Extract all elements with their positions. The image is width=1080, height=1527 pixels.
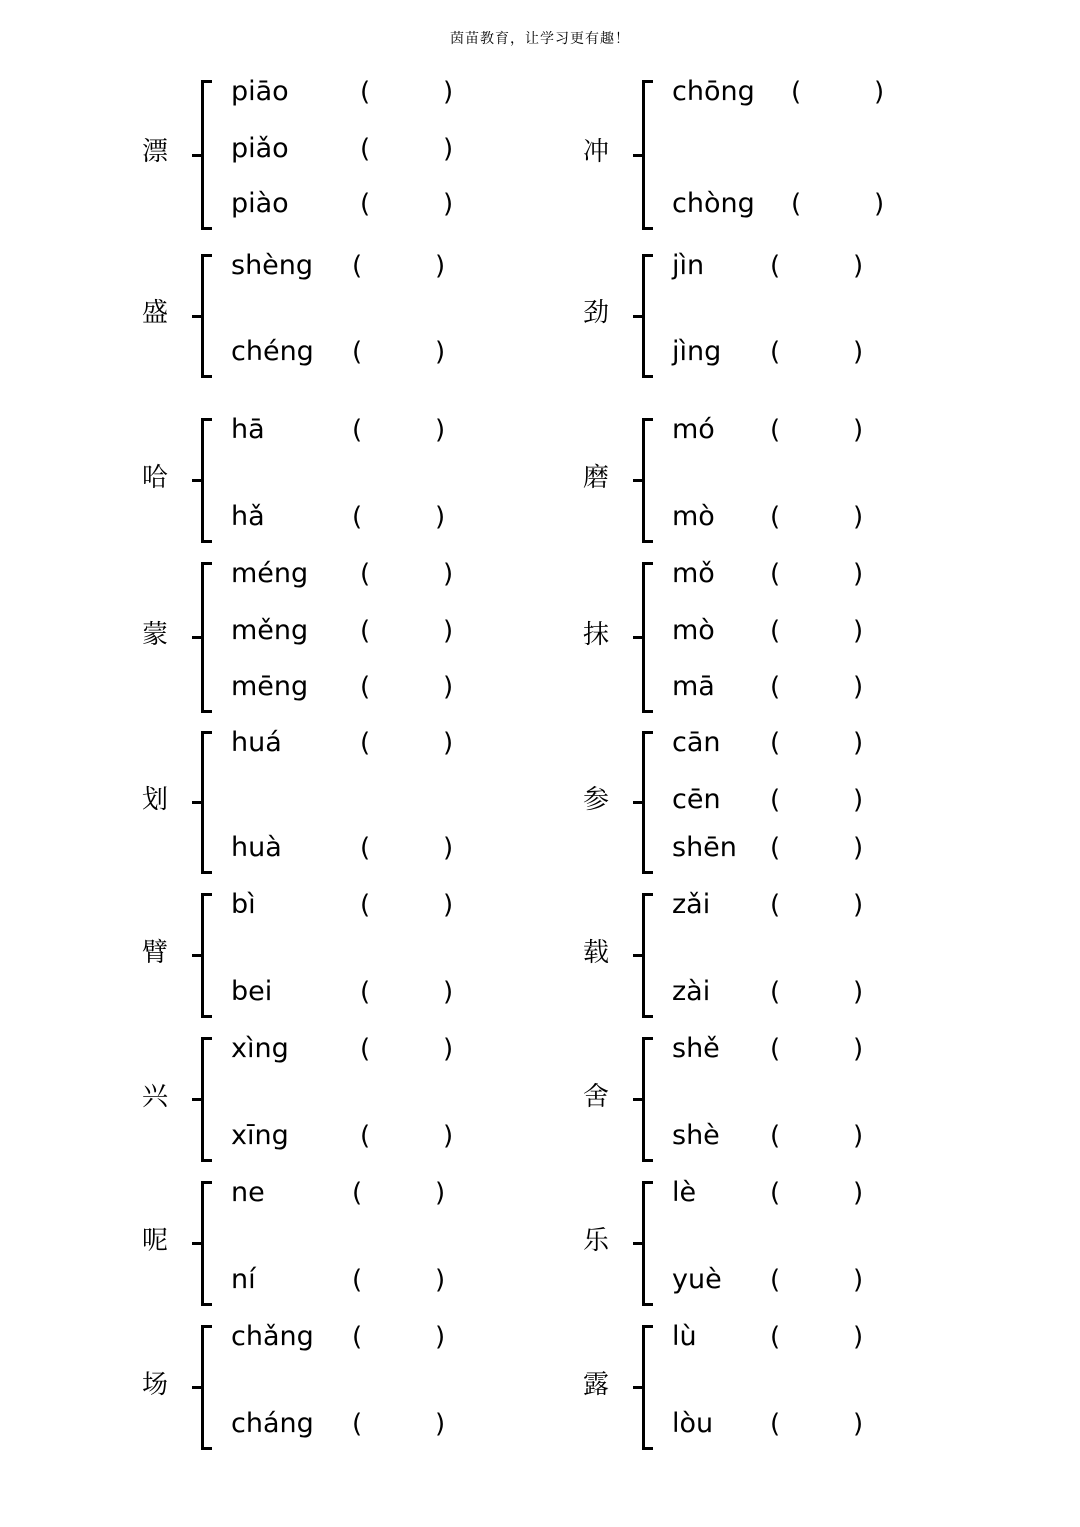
- pinyin-reading: piāo: [231, 76, 289, 107]
- answer-paren-open: (: [770, 1409, 781, 1439]
- answer-paren-open: (: [360, 977, 371, 1007]
- answer-blank[interactable]: [368, 1321, 428, 1353]
- pinyin-reading: mò: [672, 615, 715, 646]
- pinyin-reading: zài: [672, 976, 711, 1007]
- answer-paren-close: ): [435, 415, 446, 445]
- answer-paren-close: ): [853, 251, 864, 281]
- pinyin-reading: ní: [231, 1264, 256, 1295]
- answer-paren-close: ): [853, 1121, 864, 1151]
- pinyin-reading: shèng: [231, 250, 314, 281]
- bracket: [201, 418, 212, 543]
- answer-blank[interactable]: [786, 336, 846, 368]
- pinyin-reading: mēng: [231, 671, 309, 702]
- answer-blank[interactable]: [807, 76, 867, 108]
- polyphone-character: 冲: [583, 137, 610, 167]
- answer-paren-open: (: [770, 672, 781, 702]
- answer-paren-close: ): [443, 833, 454, 863]
- bracket: [642, 731, 653, 874]
- polyphone-character: 臂: [142, 937, 169, 968]
- answer-paren-open: (: [360, 890, 371, 920]
- answer-paren-close: ): [435, 1322, 446, 1352]
- answer-blank[interactable]: [376, 976, 436, 1008]
- polyphone-character: 舍: [583, 1081, 610, 1112]
- bracket: [642, 418, 653, 543]
- answer-paren-open: (: [360, 672, 371, 702]
- answer-paren-open: (: [360, 134, 371, 164]
- pinyin-reading: xìng: [231, 1033, 289, 1064]
- answer-paren-close: ): [853, 415, 864, 445]
- bracket: [201, 80, 212, 230]
- bracket: [201, 1037, 212, 1162]
- answer-paren-open: (: [352, 1178, 363, 1208]
- answer-blank[interactable]: [368, 1177, 428, 1209]
- answer-blank[interactable]: [368, 414, 428, 446]
- answer-blank[interactable]: [786, 558, 846, 590]
- answer-paren-close: ): [853, 1265, 864, 1295]
- answer-paren-close: ): [443, 1034, 454, 1064]
- bracket: [201, 1181, 212, 1306]
- bracket: [642, 80, 653, 230]
- answer-blank[interactable]: [786, 1120, 846, 1152]
- answer-paren-open: (: [770, 728, 781, 758]
- answer-paren-close: ): [435, 251, 446, 281]
- pinyin-reading: chǎng: [231, 1321, 314, 1352]
- polyphone-character: 蒙: [142, 619, 169, 650]
- answer-blank[interactable]: [786, 832, 846, 864]
- answer-paren-close: ): [853, 672, 864, 702]
- answer-paren-open: (: [360, 77, 371, 107]
- answer-blank[interactable]: [376, 1120, 436, 1152]
- bracket: [201, 562, 212, 713]
- answer-paren-close: ): [443, 559, 454, 589]
- answer-blank[interactable]: [786, 1408, 846, 1440]
- polyphone-character: 磨: [583, 462, 610, 493]
- answer-paren-open: (: [360, 559, 371, 589]
- answer-paren-open: (: [770, 415, 781, 445]
- pinyin-reading: cēn: [672, 784, 721, 815]
- answer-paren-close: ): [443, 189, 454, 219]
- polyphone-character: 呢: [142, 1225, 169, 1256]
- answer-paren-open: (: [352, 1265, 363, 1295]
- pinyin-reading: jìng: [672, 336, 722, 367]
- answer-paren-close: ): [853, 833, 864, 863]
- answer-paren-close: ): [853, 337, 864, 367]
- bracket: [201, 893, 212, 1018]
- answer-paren-open: (: [770, 251, 781, 281]
- pinyin-reading: shēn: [672, 832, 737, 863]
- page-header: 茵苗教育，让学习更有趣！: [450, 31, 630, 47]
- answer-blank[interactable]: [786, 784, 846, 816]
- answer-blank[interactable]: [786, 1033, 846, 1065]
- pinyin-reading: yuè: [672, 1264, 722, 1295]
- answer-blank[interactable]: [376, 1033, 436, 1065]
- answer-paren-close: ): [853, 1178, 864, 1208]
- bracket: [642, 1037, 653, 1162]
- bracket: [642, 1325, 653, 1450]
- answer-paren-open: (: [360, 833, 371, 863]
- answer-paren-open: (: [791, 189, 802, 219]
- answer-blank[interactable]: [368, 336, 428, 368]
- answer-blank[interactable]: [786, 1264, 846, 1296]
- answer-paren-open: (: [770, 1178, 781, 1208]
- answer-paren-open: (: [770, 785, 781, 815]
- answer-paren-open: (: [770, 1265, 781, 1295]
- bracket: [201, 1325, 212, 1450]
- polyphone-character: 哈: [142, 462, 169, 493]
- pinyin-reading: zǎi: [672, 889, 711, 920]
- bracket: [201, 731, 212, 874]
- polyphone-character: 劲: [583, 298, 610, 328]
- pinyin-reading: mǒ: [672, 558, 715, 589]
- polyphone-character: 露: [583, 1369, 610, 1400]
- pinyin-reading: ne: [231, 1177, 265, 1208]
- answer-paren-close: ): [443, 134, 454, 164]
- answer-paren-close: ): [853, 977, 864, 1007]
- bracket: [642, 893, 653, 1018]
- pinyin-reading: cháng: [231, 1408, 314, 1439]
- answer-paren-open: (: [770, 502, 781, 532]
- answer-paren-open: (: [360, 1034, 371, 1064]
- answer-paren-close: ): [443, 890, 454, 920]
- pinyin-reading: lè: [672, 1177, 697, 1208]
- answer-paren-open: (: [352, 502, 363, 532]
- answer-blank[interactable]: [786, 976, 846, 1008]
- answer-paren-close: ): [443, 616, 454, 646]
- pinyin-reading: chéng: [231, 336, 314, 367]
- answer-paren-open: (: [360, 616, 371, 646]
- answer-paren-close: ): [874, 77, 885, 107]
- pinyin-reading: shè: [672, 1120, 720, 1151]
- pinyin-reading: mò: [672, 501, 715, 532]
- answer-paren-open: (: [770, 559, 781, 589]
- answer-blank[interactable]: [368, 1408, 428, 1440]
- pinyin-reading: hā: [231, 414, 265, 445]
- answer-paren-open: (: [360, 189, 371, 219]
- polyphone-character: 盛: [142, 298, 169, 328]
- answer-paren-close: ): [443, 77, 454, 107]
- answer-paren-open: (: [360, 728, 371, 758]
- answer-blank[interactable]: [376, 832, 436, 864]
- pinyin-reading: lù: [672, 1321, 697, 1352]
- answer-paren-close: ): [443, 1121, 454, 1151]
- answer-blank[interactable]: [786, 1177, 846, 1209]
- answer-paren-close: ): [853, 616, 864, 646]
- answer-paren-open: (: [770, 1322, 781, 1352]
- pinyin-reading: chòng: [672, 188, 755, 219]
- polyphone-character: 漂: [142, 137, 169, 167]
- answer-blank[interactable]: [786, 889, 846, 921]
- answer-paren-close: ): [853, 502, 864, 532]
- answer-paren-open: (: [352, 1322, 363, 1352]
- answer-paren-open: (: [352, 415, 363, 445]
- pinyin-reading: xīng: [231, 1120, 289, 1151]
- polyphone-character: 参: [583, 784, 610, 815]
- answer-paren-open: (: [770, 890, 781, 920]
- answer-paren-close: ): [435, 502, 446, 532]
- answer-blank[interactable]: [807, 188, 867, 220]
- polyphone-character: 抹: [583, 619, 610, 650]
- pinyin-reading: mó: [672, 414, 715, 445]
- pinyin-reading: hǎ: [231, 501, 265, 532]
- pinyin-reading: huá: [231, 727, 282, 758]
- pinyin-reading: cān: [672, 727, 721, 758]
- answer-paren-open: (: [360, 1121, 371, 1151]
- answer-blank[interactable]: [376, 558, 436, 590]
- answer-paren-open: (: [352, 251, 363, 281]
- bracket: [642, 562, 653, 713]
- answer-blank[interactable]: [786, 671, 846, 703]
- answer-paren-open: (: [352, 337, 363, 367]
- answer-paren-open: (: [770, 337, 781, 367]
- answer-paren-open: (: [770, 1034, 781, 1064]
- answer-blank[interactable]: [376, 727, 436, 759]
- answer-blank[interactable]: [376, 76, 436, 108]
- answer-blank[interactable]: [786, 1321, 846, 1353]
- pinyin-reading: piào: [231, 188, 289, 219]
- answer-blank[interactable]: [376, 615, 436, 647]
- answer-paren-close: ): [443, 977, 454, 1007]
- answer-paren-open: (: [770, 833, 781, 863]
- pinyin-reading: huà: [231, 832, 282, 863]
- answer-blank[interactable]: [786, 615, 846, 647]
- answer-paren-open: (: [791, 77, 802, 107]
- answer-paren-close: ): [435, 1178, 446, 1208]
- answer-blank[interactable]: [376, 671, 436, 703]
- answer-paren-close: ): [853, 559, 864, 589]
- pinyin-reading: shě: [672, 1033, 720, 1064]
- answer-paren-close: ): [853, 1322, 864, 1352]
- answer-paren-close: ): [853, 785, 864, 815]
- bracket: [201, 254, 212, 378]
- answer-paren-close: ): [853, 1409, 864, 1439]
- pinyin-reading: měng: [231, 615, 309, 646]
- pinyin-reading: bei: [231, 976, 273, 1007]
- answer-paren-open: (: [770, 977, 781, 1007]
- answer-blank[interactable]: [376, 889, 436, 921]
- answer-blank[interactable]: [786, 501, 846, 533]
- answer-paren-close: ): [853, 728, 864, 758]
- pinyin-reading: lòu: [672, 1408, 714, 1439]
- answer-blank[interactable]: [376, 188, 436, 220]
- polyphone-character: 场: [142, 1369, 169, 1400]
- answer-paren-close: ): [435, 1409, 446, 1439]
- polyphone-character: 载: [583, 937, 610, 968]
- pinyin-reading: piǎo: [231, 133, 289, 164]
- answer-blank[interactable]: [368, 250, 428, 282]
- pinyin-reading: mā: [672, 671, 715, 702]
- pinyin-reading: jìn: [672, 250, 705, 281]
- answer-paren-close: ): [443, 728, 454, 758]
- answer-blank[interactable]: [368, 1264, 428, 1296]
- answer-paren-close: ): [853, 1034, 864, 1064]
- answer-blank[interactable]: [368, 501, 428, 533]
- answer-paren-close: ): [443, 672, 454, 702]
- answer-blank[interactable]: [376, 133, 436, 165]
- answer-paren-open: (: [770, 616, 781, 646]
- answer-paren-close: ): [435, 337, 446, 367]
- answer-paren-close: ): [874, 189, 885, 219]
- answer-blank[interactable]: [786, 414, 846, 446]
- bracket: [642, 254, 653, 378]
- answer-paren-close: ): [435, 1265, 446, 1295]
- polyphone-character: 划: [142, 784, 169, 815]
- bracket: [642, 1181, 653, 1306]
- answer-blank[interactable]: [786, 727, 846, 759]
- answer-paren-open: (: [352, 1409, 363, 1439]
- pinyin-reading: chōng: [672, 76, 755, 107]
- answer-paren-open: (: [770, 1121, 781, 1151]
- polyphone-character: 兴: [142, 1081, 169, 1112]
- polyphone-character: 乐: [583, 1225, 610, 1256]
- pinyin-reading: bì: [231, 889, 256, 920]
- pinyin-reading: méng: [231, 558, 309, 589]
- answer-paren-close: ): [853, 890, 864, 920]
- answer-blank[interactable]: [786, 250, 846, 282]
